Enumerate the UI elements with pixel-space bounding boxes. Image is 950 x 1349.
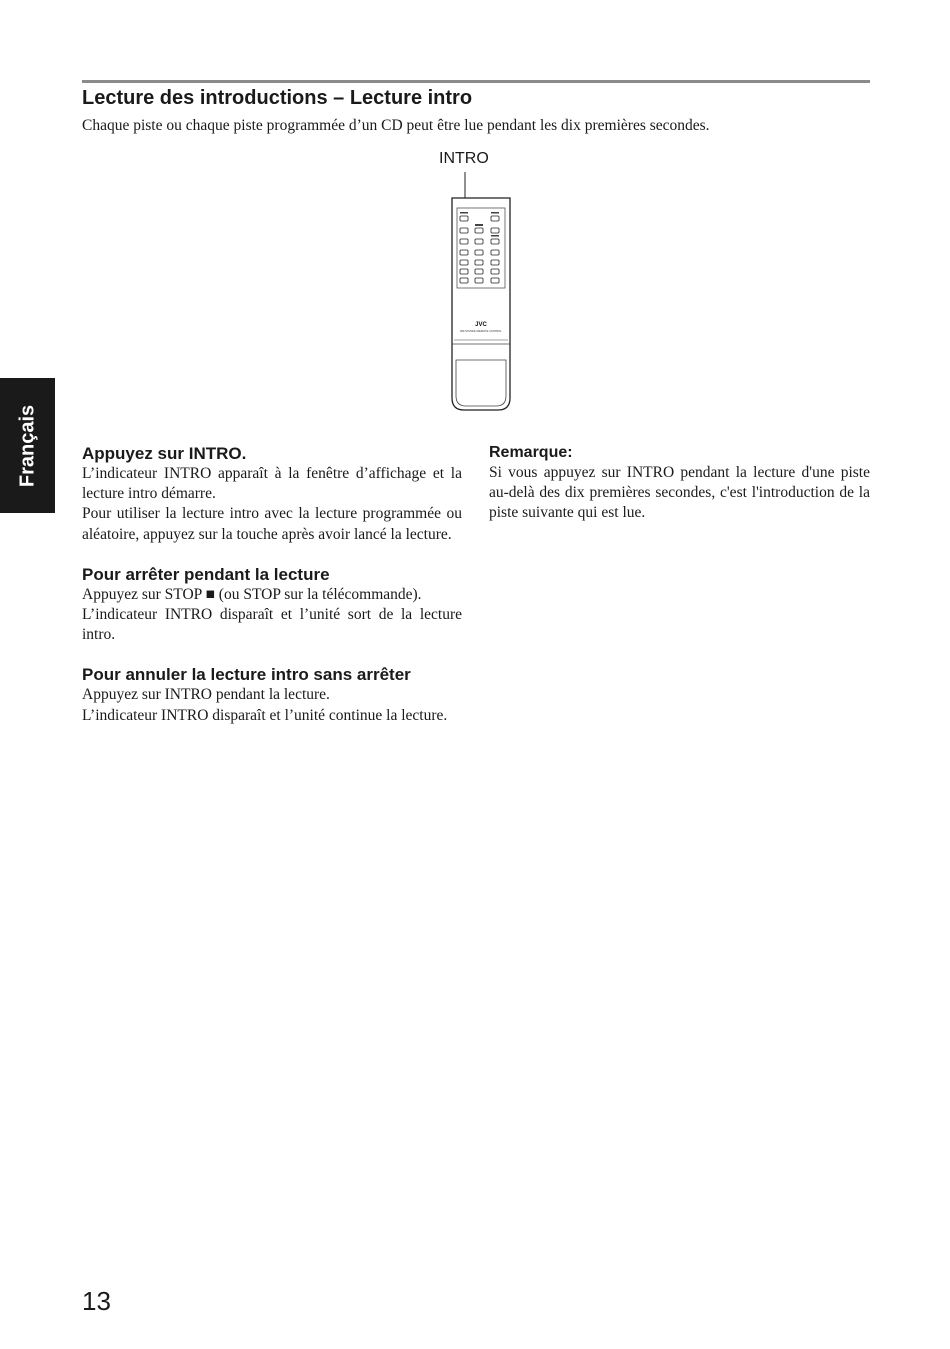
language-side-tab — [0, 378, 55, 513]
section-text: Appuyez sur STOP ■ (ou STOP sur la télécommande). — [82, 585, 422, 603]
section-text: L’indicateur INTRO disparaît et l’unité continue la lecture. — [82, 706, 448, 724]
page-title: Lecture des introductions – Lecture intro — [82, 87, 473, 109]
remark-heading: Remarque: — [489, 444, 573, 461]
section-text: L’indicateur INTRO disparaît et l’unité sort de la lecture intro. — [82, 606, 462, 644]
intro-callout-label: INTRO — [439, 150, 489, 167]
instructions-column — [82, 443, 462, 726]
section-text: Pour utiliser la lecture intro avec la lecture programmée ou aléatoire, appuyez sur la touche après avoir lancé la lecture. — [82, 505, 462, 543]
section-heading-cancel: Pour annuler la lecture intro sans arrêter — [82, 665, 411, 685]
remote-model-text: RM-SXV003U REMOTE CONTROL — [460, 330, 502, 333]
section-heading-press-intro: Appuyez sur INTRO. — [82, 444, 247, 463]
language-side-tab-label: Français — [16, 404, 38, 487]
remark-text: Si vous appuyez sur INTRO pendant la lecture d'une piste au-delà des dix premières secondes, c'est l'introduction de la piste suivante qui est lue. — [489, 464, 870, 522]
section-text: Appuyez sur INTRO pendant la lecture. — [82, 686, 330, 704]
section-heading-stop: Pour arrêter pendant la lecture — [82, 564, 330, 584]
header-rule — [82, 80, 870, 83]
remote-brand-text: JVC — [475, 322, 487, 328]
remark-column — [489, 443, 870, 524]
intro-paragraph: Chaque piste ou chaque piste programmée d’un CD peut être lue pendant les dix premières secondes. — [82, 117, 710, 134]
page-number: 13 — [82, 1286, 111, 1316]
section-text: L’indicateur INTRO apparaît à la fenêtre d’affichage et la lecture intro démarre. — [82, 465, 462, 503]
remote-control-illustration — [440, 168, 520, 416]
